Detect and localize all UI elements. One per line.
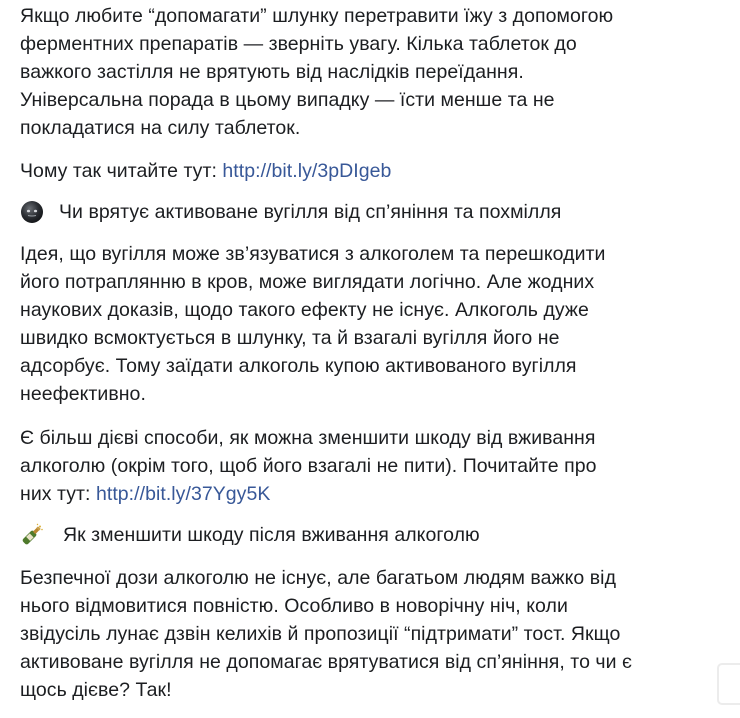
heading-1-text: Чи врятує активоване вугілля від сп’яніння та похмілля xyxy=(59,201,562,223)
text-line xyxy=(20,480,597,508)
paragraph-3 xyxy=(20,240,605,408)
black-circle-emoji-icon xyxy=(19,199,45,225)
text-line: покладатися на силу таблеток. xyxy=(20,117,301,139)
heading-reduce-harm xyxy=(20,521,480,549)
text-line: нього відмовитися повністю. Особливо в новорічну ніч, коли xyxy=(20,595,568,617)
link-reduce-harm[interactable]: http://bit.ly/37Ygy5K xyxy=(95,483,271,505)
text-line: адсорбує. Тому заїдати алкоголь купою активованого вугілля xyxy=(20,355,577,377)
text-line: Якщо любите “допомагати” шлунку перетравити їжу з допомогою xyxy=(20,5,614,27)
text-line: звідусіль лунає дзвін келихів й пропозиції “підтримати” тост. Якщо xyxy=(20,623,621,645)
paragraph-5 xyxy=(20,564,632,704)
text-line: неефективно. xyxy=(20,383,146,405)
text-line: наукових доказів, щодо такого ефекту не існує. Алкоголь дуже xyxy=(20,299,589,321)
watermark xyxy=(716,662,740,706)
paragraph-2 xyxy=(20,157,391,185)
text-line xyxy=(20,157,391,185)
heading-2-text: Як зменшити шкоду після вживання алкоголю xyxy=(63,524,480,546)
bottle-emoji-icon xyxy=(19,522,45,548)
text-line: ферментних препаратів — зверніть увагу. Кілька таблеток до xyxy=(20,33,577,55)
text-line: Універсальна порада в цьому випадку — їсти менше та не xyxy=(20,89,555,111)
link-why-read[interactable]: http://bit.ly/3pDIgeb xyxy=(222,160,392,182)
text-line: Ідея, що вугілля може зв’язуватися з алкоголем та перешкодити xyxy=(20,243,606,265)
text-line: активоване вугілля не допомагає врятуватися від сп’яніння, то чи є xyxy=(20,651,633,673)
text-line: його потраплянню в кров, може виглядати логічно. Але жодних xyxy=(20,271,595,293)
heading-activated-charcoal xyxy=(20,198,561,226)
text-line: Є більш дієві способи, як можна зменшити шкоду від вживання xyxy=(20,427,596,449)
read-here-text: них тут: xyxy=(20,483,96,505)
text-line: Безпечної дози алкоголю не існує, але багатьом людям важко від xyxy=(20,567,616,589)
paragraph-4 xyxy=(20,424,597,508)
text-line: важкого застілля не врятують від наслідків переїдання. xyxy=(20,61,524,83)
text-line: щось дієве? Так! xyxy=(20,679,172,701)
text-line: алкоголю (окрім того, щоб його взагалі не пити). Почитайте про xyxy=(20,455,597,477)
text-line: швидко всмоктується в шлунку, та й взагалі вугілля його не xyxy=(20,327,560,349)
read-here-text: Чому так читайте тут: xyxy=(20,160,223,182)
paragraph-1 xyxy=(20,2,613,142)
